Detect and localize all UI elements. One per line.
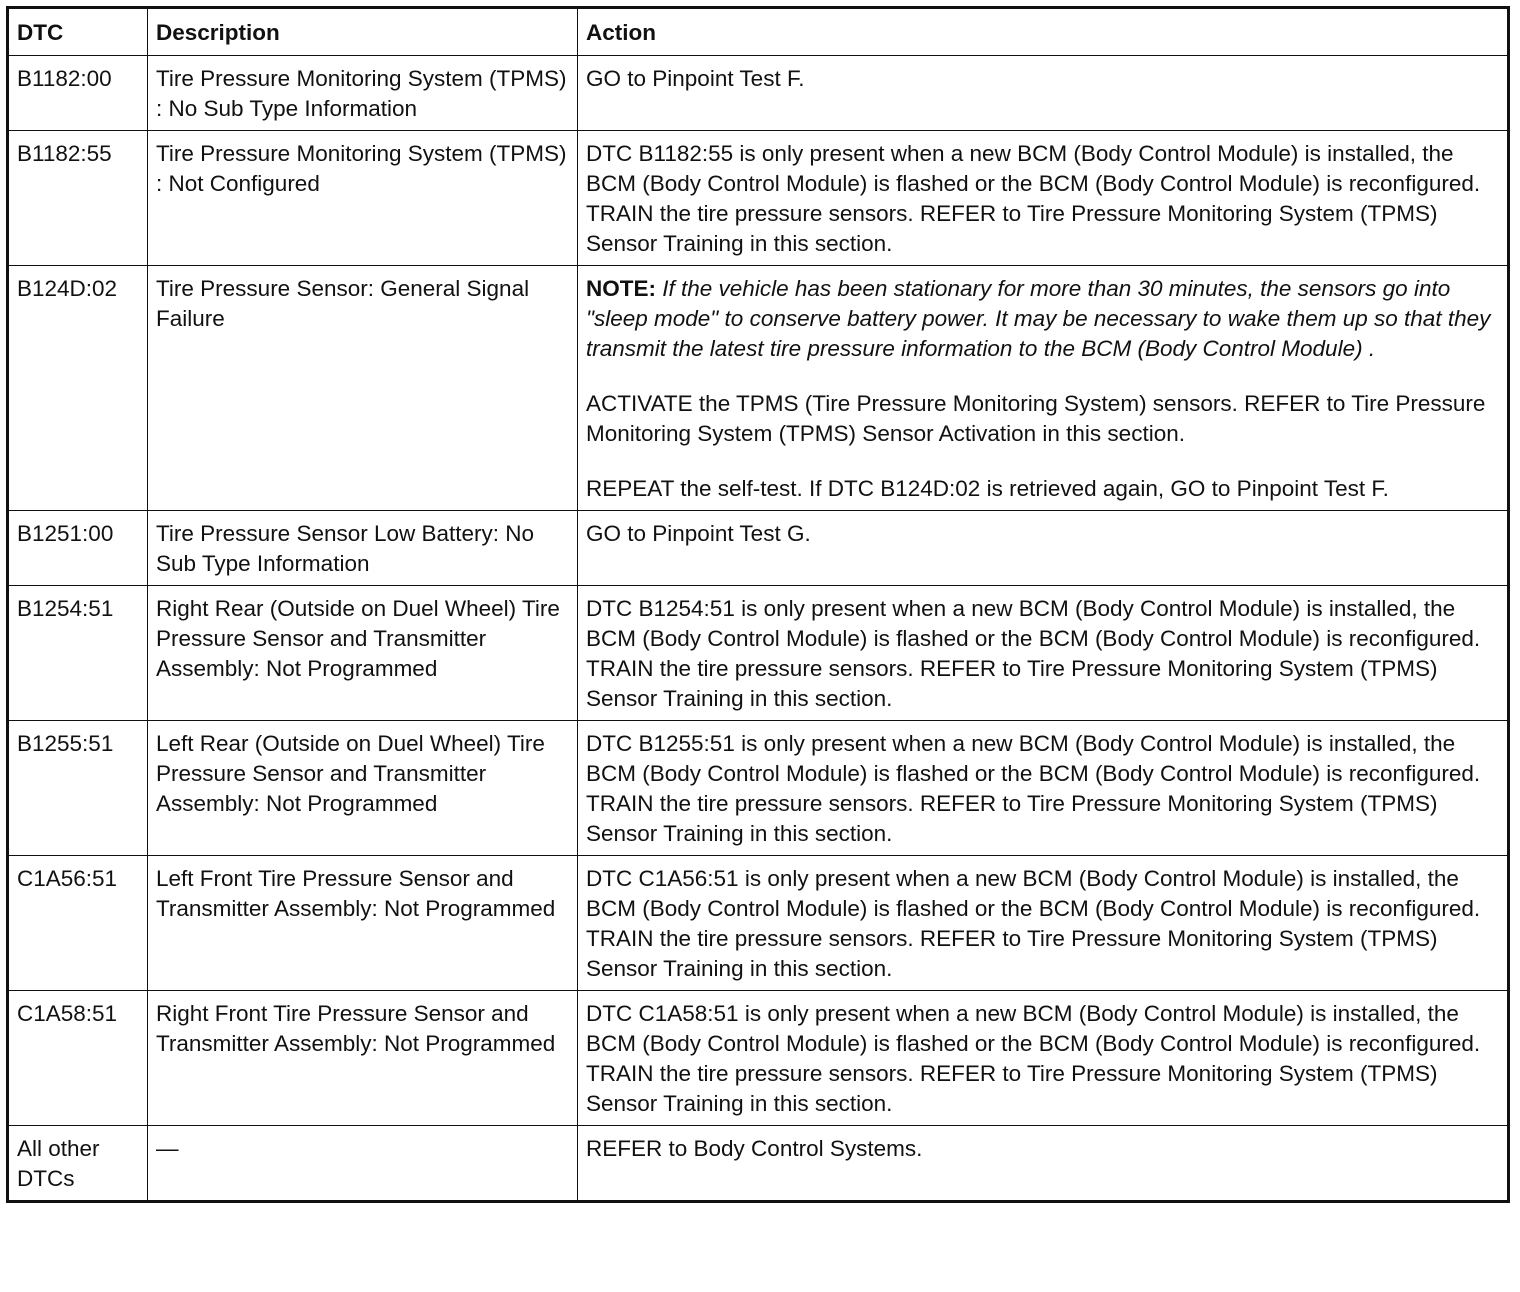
action-paragraph: DTC B1255:51 is only present when a new BCM (Body Control Module) is installed, the BCM (Body Control Module) is flashed or the BCM (Body Control Module) is reconfigured. TRAIN the tire pressure sensors. REFER to Tire Pressure Monitoring System (TPMS) Sensor Training in this section. — [586, 731, 1481, 846]
dtc-code: B124D:02 — [8, 266, 148, 511]
table-row — [8, 1126, 1509, 1202]
action-paragraph: DTC B1182:55 is only present when a new BCM (Body Control Module) is installed, the BCM (Body Control Module) is flashed or the BCM (Body Control Module) is reconfigured. TRAIN the tire pressure sensors. REFER to Tire Pressure Monitoring System (TPMS) Sensor Training in this section. — [586, 141, 1481, 256]
action-paragraph: DTC B1254:51 is only present when a new BCM (Body Control Module) is installed, the BCM (Body Control Module) is flashed or the BCM (Body Control Module) is reconfigured. TRAIN the tire pressure sensors. REFER to Tire Pressure Monitoring System (TPMS) Sensor Training in this section. — [586, 596, 1481, 711]
dtc-table — [6, 6, 1510, 1203]
dtc-description: Tire Pressure Monitoring System (TPMS) : Not Configured — [148, 131, 578, 266]
note-text: If the vehicle has been stationary for more than 30 minutes, the sensors go into "sleep mode" to conserve battery power. It may be necessary to wake them up so that they transmit the latest tire pressure information to the BCM (Body Control Module) . — [586, 276, 1491, 361]
note-label: NOTE: — [586, 276, 656, 301]
dtc-description: — — [148, 1126, 578, 1202]
action-paragraph: ACTIVATE the TPMS (Tire Pressure Monitoring System) sensors. REFER to Tire Pressure Monitoring System (TPMS) Sensor Activation in this section. — [586, 391, 1486, 446]
header-row — [8, 8, 1509, 56]
dtc-code: C1A58:51 — [8, 991, 148, 1126]
dtc-action — [578, 721, 1509, 856]
dtc-code: B1182:00 — [8, 56, 148, 131]
table-row — [8, 56, 1509, 131]
dtc-description: Right Rear (Outside on Duel Wheel) Tire Pressure Sensor and Transmitter Assembly: Not Programmed — [148, 586, 578, 721]
table-row — [8, 856, 1509, 991]
action-paragraph: GO to Pinpoint Test F. — [586, 66, 805, 91]
dtc-code: All other DTCs — [8, 1126, 148, 1202]
dtc-description: Tire Pressure Sensor Low Battery: No Sub Type Information — [148, 511, 578, 586]
header-action: Action — [578, 8, 1509, 56]
dtc-code: C1A56:51 — [8, 856, 148, 991]
dtc-code: B1255:51 — [8, 721, 148, 856]
table-row — [8, 511, 1509, 586]
dtc-action — [578, 856, 1509, 991]
dtc-action — [578, 511, 1509, 586]
note-paragraph — [586, 274, 1499, 364]
action-paragraph: REPEAT the self-test. If DTC B124D:02 is retrieved again, GO to Pinpoint Test F. — [586, 476, 1389, 501]
dtc-action — [578, 56, 1509, 131]
action-paragraph: DTC C1A56:51 is only present when a new BCM (Body Control Module) is installed, the BCM (Body Control Module) is flashed or the BCM (Body Control Module) is reconfigured. TRAIN the tire pressure sensors. REFER to Tire Pressure Monitoring System (TPMS) Sensor Training in this section. — [586, 866, 1481, 981]
dtc-action — [578, 131, 1509, 266]
dtc-description: Left Front Tire Pressure Sensor and Transmitter Assembly: Not Programmed — [148, 856, 578, 991]
header-dtc: DTC — [8, 8, 148, 56]
dtc-description: Tire Pressure Sensor: General Signal Failure — [148, 266, 578, 511]
dtc-description: Left Rear (Outside on Duel Wheel) Tire Pressure Sensor and Transmitter Assembly: Not Programmed — [148, 721, 578, 856]
dtc-action — [578, 266, 1509, 511]
dtc-description: Tire Pressure Monitoring System (TPMS) : No Sub Type Information — [148, 56, 578, 131]
table-row — [8, 131, 1509, 266]
table-row — [8, 266, 1509, 511]
table-row — [8, 991, 1509, 1126]
dtc-action — [578, 1126, 1509, 1202]
action-paragraph: DTC C1A58:51 is only present when a new BCM (Body Control Module) is installed, the BCM (Body Control Module) is flashed or the BCM (Body Control Module) is reconfigured. TRAIN the tire pressure sensors. REFER to Tire Pressure Monitoring System (TPMS) Sensor Training in this section. — [586, 1001, 1481, 1116]
dtc-code: B1254:51 — [8, 586, 148, 721]
dtc-action — [578, 586, 1509, 721]
table-row — [8, 721, 1509, 856]
table-row — [8, 586, 1509, 721]
action-paragraph: REFER to Body Control Systems. — [586, 1136, 923, 1161]
header-description: Description — [148, 8, 578, 56]
dtc-action — [578, 991, 1509, 1126]
dtc-description: Right Front Tire Pressure Sensor and Transmitter Assembly: Not Programmed — [148, 991, 578, 1126]
action-paragraph: GO to Pinpoint Test G. — [586, 521, 811, 546]
dtc-code: B1251:00 — [8, 511, 148, 586]
dtc-code: B1182:55 — [8, 131, 148, 266]
